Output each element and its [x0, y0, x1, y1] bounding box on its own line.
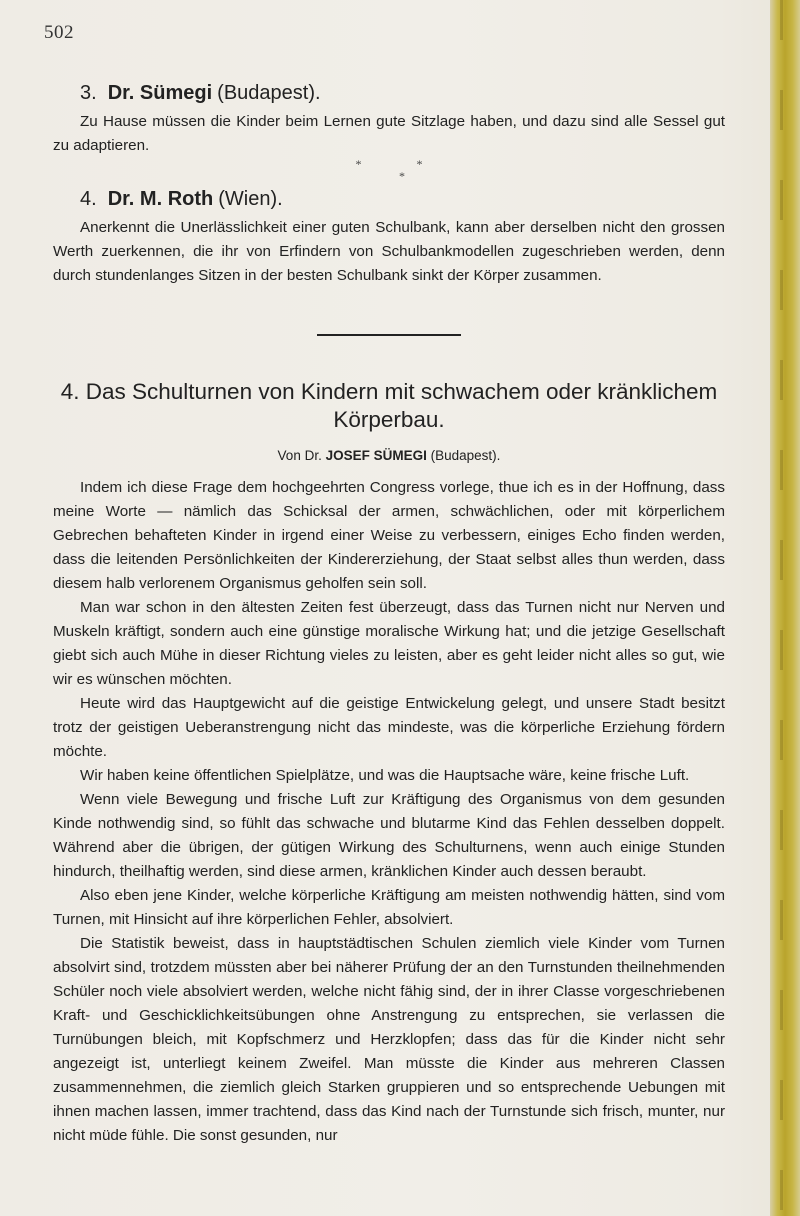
- body-paragraph: Indem ich diese Frage dem hochgeehrten Congress vorlege, thue ich es in der Hoffnung, dass meine Worte — nämlich das Schicksal der armen, schwächlichen, oder mit körperlichem Gebrechen behafteten Kinder in irgend einer Weise zu verbessern, einiges Echo finden werden, dass die leitenden Persönlichkeiten der Kindererziehung, der Staat selbst alles thun werden, dass diesem halb verlorenem Organismus geholfen sein soll.: [53, 479, 725, 592]
- section-title-line-2: Körperbau.: [333, 407, 445, 432]
- stars-row-1: * *: [355, 157, 449, 171]
- author-name: JOSEF SÜMEGI: [325, 448, 427, 463]
- speaker-number: 4.: [80, 188, 97, 210]
- body-paragraph: Wir haben keine öffentlichen Spielplätze, und was die Hauptsache wäre, keine frische Luft.: [80, 767, 690, 784]
- speaker-heading-2: [80, 186, 725, 212]
- body-paragraph: Wenn viele Bewegung und frische Luft zur Kräftigung des Organismus von dem gesunden Kinde nothwendig sind, so fühlt das schwache und blutarme Kind das Fehlen desselben doppelt. Während aber die übrigen, der gütigen Wirkung des Schulturnens, wenn auch einige Stunden hindurch, theilhaftig werden, sind diese armen, kränklichen Kinder auch dessen beraubt.: [53, 791, 725, 880]
- body-paragraph: Heute wird das Hauptgewicht auf die geistige Entwickelung gelegt, und unsere Stadt besitzt trotz der geistigen Ueberanstrengung nicht das mindeste, was die körperliche Erziehung fördern möchte.: [53, 695, 725, 760]
- stars-row-2: *: [399, 169, 405, 183]
- body-paragraph: Man war schon in den ältesten Zeiten fest überzeugt, dass das Turnen nicht nur Nerven und Muskeln kräftigt, sondern auch eine günstige moralische Wirkung hat; und die jetzige Gesellschaft giebt sich auch Mühe in dieser Richtung vieles zu leisten, aber es geht leider nicht alles so gut, wie wir es wünschen möchten.: [53, 599, 725, 688]
- section-title: [53, 378, 725, 434]
- gilt-page-edge: [770, 0, 800, 1216]
- speaker-heading-1: [80, 80, 725, 106]
- body-paragraph: Die Statistik beweist, dass in hauptstädtischen Schulen ziemlich viele Kinder vom Turnen absolvirt sind, trotzdem müssten aber bei näherer Prüfung der an den Turnstunden theilnehmenden Schüler noch viele absolviert werden, welche nicht fähig sind, der in ihrer Classe vorgeschriebenen Kraft- und Geschicklichkeitsübungen ohne Anstrengung zu entsprechen, sie verlassen die Turnübungen bleich, mit Kopfschmerz und Herzklopfen; dass das für die Kinder nicht sehr angezeigt ist, unterliegt keinem Zweifel. Man müsste die Kinder aus mehreren Classen zusammennehmen, die ziemlich gleich Starken gruppieren und so entsprechende Uebungen mit ihnen machen lassen, immer trachtend, dass das Kind nach der Turnstunde sich frisch, munter, nur nicht müde fühle. Die sonst gesunden, nur: [53, 935, 725, 1144]
- section-divider-rule: [317, 334, 461, 336]
- page-number: 502: [44, 22, 74, 43]
- speaker-place: (Budapest).: [217, 82, 321, 104]
- speaker-name: Dr. Sümegi: [107, 82, 213, 104]
- speaker-name: Dr. M. Roth: [107, 188, 214, 210]
- star-separator: [53, 158, 725, 186]
- speaker-statement-2: Anerkennt die Unerlässlichkeit einer guten Schulbank, kann aber derselben nicht den grossen Werth zuerkennen, die ihr von Erfindern von Schulbankmodellen zugeschrieben werden, denn durch stundenlanges Sitzen in der besten Schulbank sinkt der Körper zusammen.: [53, 219, 725, 284]
- speaker-statement-1: Zu Hause müssen die Kinder beim Lernen gute Sitzlage haben, und dazu sind alle Sessel gut zu adaptieren.: [53, 113, 725, 154]
- speaker-number: 3.: [80, 82, 97, 104]
- author-prefix: Von Dr.: [277, 448, 322, 463]
- section-author: [53, 446, 725, 466]
- section-title-line-1: 4. Das Schulturnen von Kindern mit schwachem oder kränklichem: [60, 379, 718, 404]
- body-paragraph: Also eben jene Kinder, welche körperliche Kräftigung am meisten nothwendig hätten, sind vom Turnen, mit Hinsicht auf ihre körperlichen Fehler, absolviert.: [53, 887, 725, 928]
- article-section: [53, 378, 725, 1148]
- speaker-place: (Wien).: [218, 188, 283, 210]
- page-content: [53, 80, 725, 1148]
- author-place: (Budapest).: [430, 448, 501, 463]
